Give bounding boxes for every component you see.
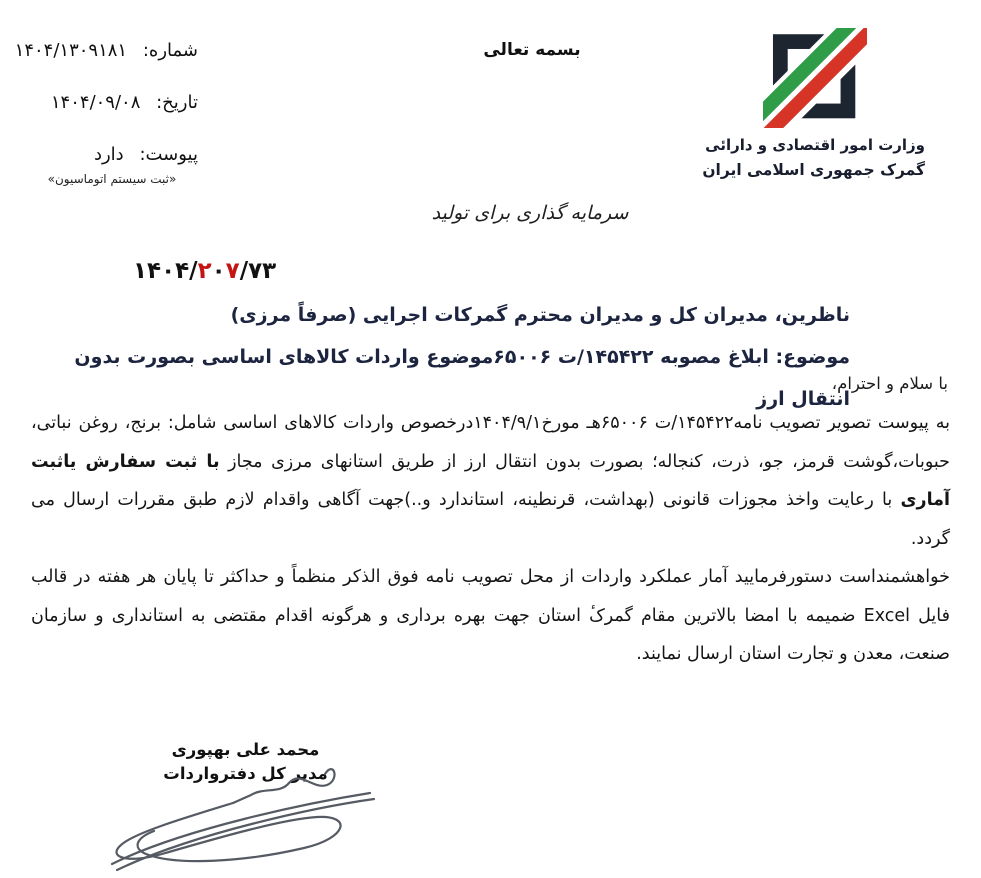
subject-heading [40, 294, 850, 420]
attachment-value: دارد [93, 144, 124, 165]
body-paragraph-2: خواهشمنداست دستورفرمایید آمار عملکرد واردات از محل تصویب نامه فوق الذکر منظماً و حداکثر تا پایان هر هفته در قالب فایل Excel ضمیمه با امضا بالاترین مقام گمرکٔ استان جهت بهره برداری و هرگونه اقدام مقتضی به استانداری و سازمان صنعت، معدن و تجارت استان ارسال نمایند. [31, 567, 950, 664]
letter-body [31, 404, 950, 674]
number-value: ۱۴۰۴/۱۳۰۹۱۸۱ [14, 40, 128, 61]
signer-title: مدیر کل دفترواردات [163, 764, 328, 783]
registration-date-stamp: ۱۴۰۴/۲۰۷/۷۳ [133, 258, 277, 284]
attachment-label: پیوست: [139, 144, 198, 165]
signer-name: محمد علی بهپوری [171, 740, 320, 759]
body-paragraph-1: به پیوست تصویر تصویب نامه۱۴۵۴۲۲/ت ۶۵۰۰۶هـ مورخ۱۴۰۴/۹/۱درخصوص واردات کالاهای اساسی شامل: برنج، روغن نباتی، حبوبات،گوشت قرمز، جو، ذرت، کنجاله؛ بصورت بدون انتقال ارز از طریق استانهای مرزی مجاز با ثبت سفارش یاثبت آماری با رعایت واخذ مجوزات قانونی (بهداشت، قرنطینه، استاندارد و..)جهت آگاهی واقدام لازم طبق مقررات ارسال می گردد. [31, 413, 950, 549]
date-value: ۱۴۰۴/۰۹/۰۸ [50, 92, 141, 113]
subject-line: موضوع: ابلاغ مصوبه ۱۴۵۴۲۲/ت ۶۵۰۰۶موضوع واردات کالاهای اساسی بصورت بدون انتقال ارز [74, 346, 850, 410]
letter-meta [14, 40, 198, 186]
date-label: تاریخ: [156, 92, 198, 113]
letter-number-row [14, 40, 198, 61]
number-label: شماره: [142, 40, 198, 61]
customs-logo-icon [763, 28, 867, 128]
besmele-text: بسمه تعالی [483, 40, 581, 60]
letter-date-row [26, 92, 198, 113]
customs-name: گمرک جمهوری اسلامی ایران [702, 161, 925, 179]
org-header [702, 28, 925, 179]
automation-note: «ثبت سیستم اتوماسیون» [47, 172, 177, 186]
ministry-name: وزارت امور اقتصادی و دارائی [705, 136, 925, 154]
addressee-line: ناظرین، مدیران کل و مدیران محترم گمرکات اجرایی (صرفاً مرزی) [230, 304, 850, 326]
salutation-text: با سلام و احترام، [831, 374, 948, 393]
attachment-row [26, 144, 198, 165]
handwritten-signature [82, 758, 392, 876]
year-slogan: سرمایه گذاری برای تولید [431, 202, 629, 224]
